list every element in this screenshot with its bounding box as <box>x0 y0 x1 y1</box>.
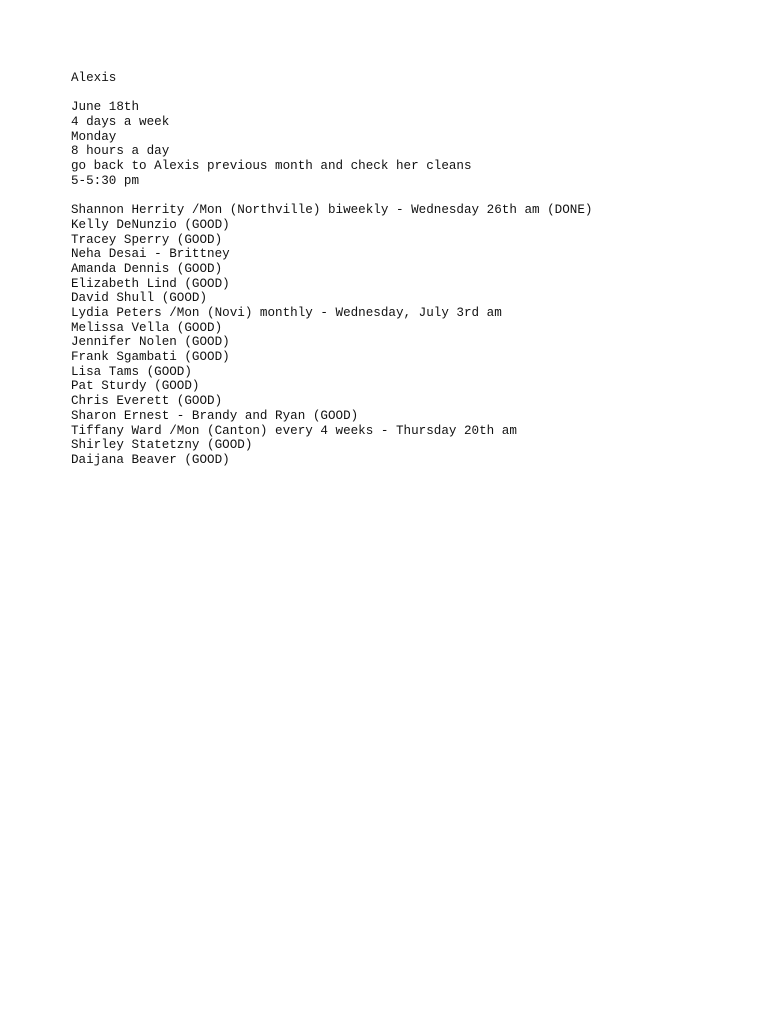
client-line: David Shull (GOOD) <box>71 291 208 306</box>
document-page <box>71 71 731 468</box>
client-line: Shirley Statetzny (GOOD) <box>71 438 253 453</box>
client-line: Neha Desai - Brittney <box>71 247 230 262</box>
client-line: Tracey Sperry (GOOD) <box>71 232 223 247</box>
schedule-line: Monday <box>71 129 117 144</box>
client-line: Shannon Herrity /Mon (Northville) biweekly - Wednesday 26th am (DONE) <box>71 203 593 218</box>
blank-line <box>71 189 731 204</box>
schedule-line: 4 days a week <box>71 115 170 130</box>
client-line: Lydia Peters /Mon (Novi) monthly - Wednesday, July 3rd am <box>71 306 502 320</box>
client-line: Tiffany Ward /Mon (Canton) every 4 weeks - Thursday 20th am <box>71 423 517 438</box>
schedule-line: 5-5:30 pm <box>71 173 140 188</box>
client-line: Frank Sgambati (GOOD) <box>71 350 230 365</box>
document-heading: Alexis <box>71 71 117 85</box>
schedule-line: 8 hours a day <box>71 144 170 159</box>
blank-line <box>71 86 731 101</box>
client-line: Melissa Vella (GOOD) <box>71 320 223 335</box>
client-line: Daijana Beaver (GOOD) <box>71 452 230 467</box>
client-list <box>71 203 731 467</box>
schedule-notes <box>71 100 731 188</box>
client-line: Elizabeth Lind (GOOD) <box>71 276 230 291</box>
client-line: Chris Everett (GOOD) <box>71 394 223 409</box>
client-line: Sharon Ernest - Brandy and Ryan (GOOD) <box>71 408 359 423</box>
schedule-line: go back to Alexis previous month and check her cleans <box>71 159 472 174</box>
client-line: Jennifer Nolen (GOOD) <box>71 335 230 350</box>
client-line: Amanda Dennis (GOOD) <box>71 261 223 276</box>
client-line: Pat Sturdy (GOOD) <box>71 379 200 394</box>
client-line: Kelly DeNunzio (GOOD) <box>71 217 230 232</box>
schedule-line: June 18th <box>71 100 140 115</box>
client-line: Lisa Tams (GOOD) <box>71 364 192 379</box>
